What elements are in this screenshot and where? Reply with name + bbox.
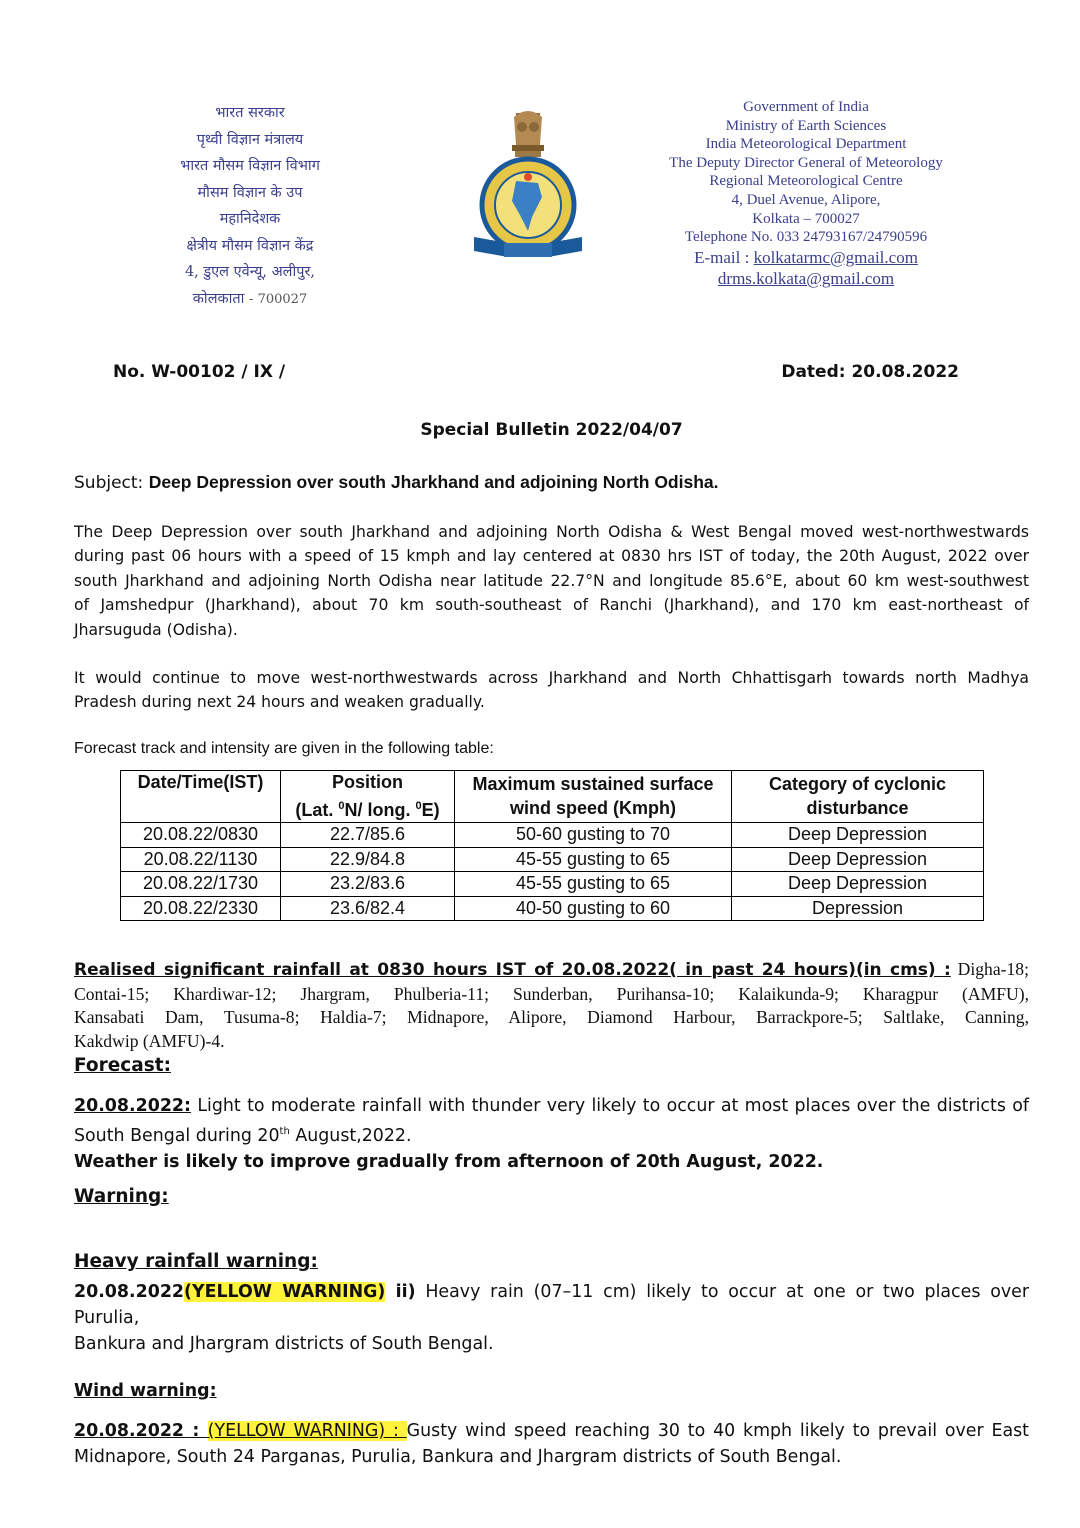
- forecast-improve-line: Weather is likely to improve gradually from afternoon of 20th August, 2022.: [74, 1151, 824, 1172]
- wind-line-2: Midnapore, South 24 Parganas, Purulia, Bankura and Jhargram districts of South Bengal.: [74, 1447, 842, 1467]
- realised-rainfall: [74, 958, 1029, 1053]
- hindi-line: क्षेत्रीय मौसम विज्ञान केंद्र: [186, 237, 314, 254]
- reference-number: No. W-00102 / IX /: [113, 362, 286, 382]
- hindi-letterhead: [120, 100, 380, 313]
- hindi-line-city: कोलकाता - 700027: [192, 290, 308, 307]
- yellow-warning-badge: (YELLOW WARNING): [184, 1282, 386, 1302]
- email-link-1[interactable]: kolkatarmc@gmail.com: [753, 247, 918, 267]
- cell-wind-speed: 40-50 gusting to 60: [455, 896, 732, 921]
- english-line: India Meteorological Department: [705, 136, 907, 153]
- table-row: [121, 896, 984, 921]
- para-line: Jharsuguda (Odisha).: [74, 620, 238, 639]
- imd-emblem-icon: [468, 105, 588, 265]
- table-header-row: [121, 771, 984, 823]
- cell-wind-speed: 45-55 gusting to 65: [455, 872, 732, 897]
- subject-text: Deep Depression over south Jharkhand and adjoining North Odisha.: [148, 472, 719, 492]
- rainfall-line: Kansabati Dam, Tusuma-8; Haldia-7; Midnapore, Alipore, Diamond Harbour, Barrackpore-5; Saltlake, Canning,: [74, 1007, 1029, 1027]
- cell-date-time: 20.08.22/1130: [121, 847, 281, 872]
- rainfall-heading: Realised significant rainfall at 0830 hours IST of 20.08.2022( in past 24 hours)(in cms) :: [74, 960, 951, 980]
- hindi-line: भारत सरकार: [215, 105, 285, 121]
- cell-category: Deep Depression: [732, 872, 984, 897]
- forecast-heading: Forecast:: [74, 1055, 171, 1076]
- english-line: Regional Meteorological Centre: [709, 173, 903, 190]
- para-line: Pradesh during next 24 hours and weaken gradually.: [74, 693, 485, 712]
- cell-date-time: 20.08.22/0830: [121, 823, 281, 848]
- wind-line-1: 20.08.2022 : (YELLOW WARNING) : Gusty wind speed reaching 30 to 40 kmph likely to prevail over East: [74, 1421, 1029, 1441]
- cell-position: 23.6/82.4: [281, 896, 455, 921]
- english-line: 4, Duel Avenue, Alipore,: [731, 191, 881, 208]
- bulletin-date: Dated: 20.08.2022: [781, 362, 959, 382]
- english-line: Kolkata – 700027: [752, 210, 860, 227]
- paragraph-movement: [74, 666, 1029, 715]
- english-line: Telephone No. 033 24793167/24790596: [684, 229, 928, 246]
- para-line: It would continue to move west-northwestwards across Jharkhand and North Chhattisgarh towards north Madhya: [74, 669, 1029, 687]
- hindi-line: महानिदेशक: [219, 211, 281, 227]
- forecast-body: [74, 1093, 1029, 1175]
- cell-wind-speed: 50-60 gusting to 70: [455, 823, 732, 848]
- header-date-time: Date/Time(IST): [121, 771, 281, 823]
- english-line: Government of India: [743, 99, 869, 115]
- rainfall-line: Kakdwip (AMFU)-4.: [74, 1030, 225, 1051]
- english-line: Ministry of Earth Sciences: [725, 117, 887, 134]
- para-line: during past 06 hours with a speed of 15 kmph and lay centered at 0830 hrs IST of today, the 20th August, 2022 over: [74, 547, 1029, 566]
- heavy-rainfall-heading: Heavy rainfall warning:: [74, 1251, 318, 1272]
- english-line: The Deputy Director General of Meteorology: [669, 154, 943, 171]
- cell-date-time: 20.08.22/1730: [121, 872, 281, 897]
- forecast-line-1: 20.08.2022: Light to moderate rainfall with thunder very likely to occur at most places over the districts of: [74, 1096, 1029, 1116]
- paragraph-position: [74, 520, 1029, 642]
- para-line: of Jamshedpur (Jharkhand), about 70 km south-southeast of Ranchi (Jharkhand), and 170 km east-northeast of: [74, 596, 1029, 615]
- cell-wind-speed: 45-55 gusting to 65: [455, 847, 732, 872]
- hindi-line: मौसम विज्ञान के उप: [197, 184, 303, 201]
- table-row: [121, 847, 984, 872]
- english-letterhead: [630, 98, 982, 289]
- forecast-date: 20.08.2022:: [74, 1096, 191, 1116]
- header-wind-speed: Maximum sustained surface wind speed (Kmph): [455, 771, 732, 823]
- yellow-warning-badge: (YELLOW WARNING) :: [207, 1421, 407, 1441]
- bulletin-title: Special Bulletin 2022/04/07: [420, 420, 683, 440]
- email-line-1: E-mail : kolkatarmc@gmail.com: [694, 247, 918, 267]
- wind-warning-heading: Wind warning:: [74, 1381, 217, 1401]
- cell-position: 23.2/83.6: [281, 872, 455, 897]
- heavy-rainfall-line-1: 20.08.2022(YELLOW WARNING) ii) Heavy rain (07–11 cm) likely to occur at one or two places over Purulia,: [74, 1282, 1029, 1328]
- heavy-rainfall-line-2: Bankura and Jhargram districts of South Bengal.: [74, 1334, 494, 1354]
- warning-heading: Warning:: [74, 1186, 169, 1207]
- cell-position: 22.9/84.8: [281, 847, 455, 872]
- subject-label: Subject:: [74, 473, 149, 493]
- email-link-2[interactable]: drms.kolkata@gmail.com: [717, 268, 895, 288]
- header-category: Category of cyclonic disturbance: [732, 771, 984, 823]
- hindi-line: पृथ्वी विज्ञान मंत्रालय: [196, 131, 304, 148]
- heavy-rainfall-body: [74, 1279, 1029, 1357]
- para-line: south Jharkhand and adjoining North Odisha near latitude 22.7°N and longitude 85.6°E, about 60 km west-southwest: [74, 571, 1029, 590]
- table-caption: Forecast track and intensity are given in the following table:: [74, 740, 494, 757]
- cell-category: Deep Depression: [732, 847, 984, 872]
- hindi-line: 4, डुएल एवेन्यू, अलीपुर,: [184, 264, 316, 280]
- wind-warning-body: [74, 1418, 1029, 1470]
- table-row: [121, 823, 984, 848]
- table-row: [121, 872, 984, 897]
- cell-date-time: 20.08.22/2330: [121, 896, 281, 921]
- email-line-2: [630, 268, 982, 289]
- cell-category: Deep Depression: [732, 823, 984, 848]
- cell-position: 22.7/85.6: [281, 823, 455, 848]
- hindi-line: भारत मौसम विज्ञान विभाग: [180, 158, 320, 174]
- forecast-track-table: [120, 770, 984, 921]
- header-position: Position (Lat. $^0$N/ long. $^0$E): [281, 771, 455, 823]
- rainfall-line: Contai-15; Khardiwar-12; Jhargram, Phulberia-11; Sunderban, Purihansa-10; Kalaikunda-9; Kharagpur (AMFU),: [74, 983, 1029, 1004]
- para-line: The Deep Depression over south Jharkhand and adjoining North Odisha & West Bengal moved west-northwestwards: [74, 523, 1029, 541]
- rainfall-line-1: Realised significant rainfall at 0830 hours IST of 20.08.2022( in past 24 hours)(in cms) : Digha-18;: [74, 959, 1029, 980]
- subject-line: [74, 472, 719, 493]
- forecast-line-2: South Bengal during 20th August,2022.: [74, 1125, 412, 1146]
- cell-category: Depression: [732, 896, 984, 921]
